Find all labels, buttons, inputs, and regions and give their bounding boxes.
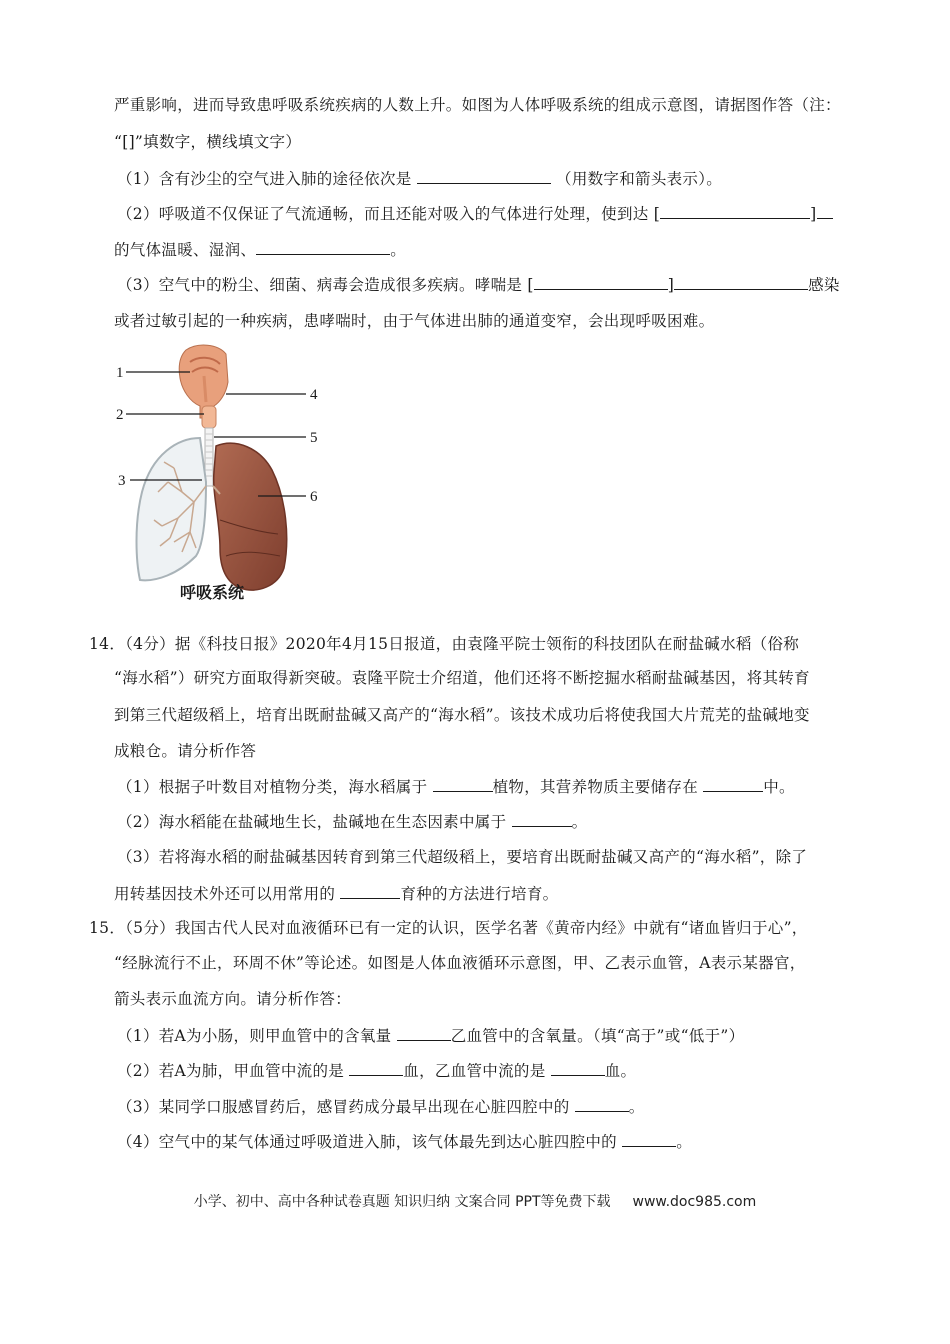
q14-part3-text2: 用转基因技术外还可以用常用的 bbox=[114, 885, 341, 903]
q13-part3-line2: 或者过敏引起的一种疾病，患哮喘时，由于气体进出肺的通道变窄，会出现呼吸困难。 bbox=[114, 312, 715, 330]
q13-part1-suffix: （用数字和箭头表示）。 bbox=[556, 170, 723, 188]
q14-part1-text: （1）根据子叶数目对植物分类，海水稻属于 bbox=[117, 778, 433, 796]
label-5: 5 bbox=[310, 430, 318, 446]
q15-number: 15． bbox=[89, 919, 126, 937]
q15-part4 bbox=[117, 1130, 692, 1153]
q14-part3-line2 bbox=[114, 882, 558, 905]
q13-part2-line2 bbox=[114, 238, 406, 261]
respiratory-system-diagram bbox=[108, 342, 348, 607]
q15-part2-text: （2）若A为肺，甲血管中流的是 bbox=[117, 1062, 350, 1080]
q15-line3: 箭头表示血流方向。请分析作答： bbox=[114, 990, 352, 1008]
q15-part2 bbox=[117, 1059, 636, 1082]
q15-line2: “经脉流行不止，环周不休”等论述。如图是人体血液循环示意图，甲、乙表示血管，A表示某器官， bbox=[114, 954, 806, 972]
q14-part1-mid: 植物，其营养物质主要储存在 bbox=[492, 778, 704, 796]
q14-part1 bbox=[117, 775, 795, 798]
q13-part2 bbox=[117, 202, 833, 225]
footer-text: 小学、初中、高中各种试卷真题 知识归纳 文案合同 PPT等免费下载 bbox=[193, 1194, 611, 1210]
q13-part3-bracket: ] bbox=[667, 276, 675, 294]
q14-part1-suffix: 中。 bbox=[763, 778, 795, 796]
label-1: 1 bbox=[116, 365, 124, 381]
q15-part1-text: （1）若A为小肠，则甲血管中的含氧量 bbox=[117, 1027, 397, 1045]
q13-part3-suffix: 感染 bbox=[808, 276, 840, 294]
answer-blank[interactable] bbox=[575, 1095, 629, 1112]
q15-part4-suffix: 。 bbox=[676, 1133, 693, 1151]
answer-blank[interactable] bbox=[397, 1024, 451, 1041]
q15-part1-suffix: 乙血管中的含氧量。（填“高于”或“低于”） bbox=[450, 1027, 745, 1045]
q15-part2-mid: 血，乙血管中流的是 bbox=[403, 1062, 551, 1080]
answer-blank[interactable] bbox=[817, 202, 833, 219]
q14-line1 bbox=[89, 633, 799, 655]
q13-part3 bbox=[117, 273, 840, 296]
answer-blank[interactable] bbox=[512, 810, 572, 827]
label-6: 6 bbox=[310, 489, 318, 505]
q14-part3: （3）若将海水稻的耐盐碱基因转育到第三代超级稻上，要培育出既耐盐碱又高产的“海水稻”，除了 bbox=[117, 848, 808, 866]
label-2: 2 bbox=[116, 407, 124, 423]
q14-line2: “海水稻”）研究方面取得新突破。袁隆平院士介绍道，他们还将不断挖掘水稻耐盐碱基因，将其转育 bbox=[114, 669, 810, 687]
q14-part2 bbox=[117, 810, 587, 833]
q14-text1: （4分）据《科技日报》2020年4月15日报道，由袁隆平院士领衔的科技团队在耐盐碱水稻（俗称 bbox=[125, 635, 800, 653]
larynx-shape bbox=[202, 406, 216, 428]
answer-blank[interactable] bbox=[417, 167, 551, 184]
right-lung-shape bbox=[214, 443, 287, 590]
q14-line3: 到第三代超级稻上，培育出既耐盐碱又高产的“海水稻”。该技术成功后将使我国大片荒芜的盐碱地变 bbox=[114, 706, 810, 724]
answer-blank[interactable] bbox=[622, 1130, 676, 1147]
q13-part1-text: （1）含有沙尘的空气进入肺的途径依次是 bbox=[117, 170, 417, 188]
footer-link[interactable]: www.doc985.com bbox=[632, 1194, 757, 1210]
label-3: 3 bbox=[118, 473, 126, 489]
q14-line4: 成粮仓。请分析作答 bbox=[114, 742, 257, 760]
answer-blank[interactable] bbox=[674, 273, 808, 290]
q15-part4-text: （4）空气中的某气体通过呼吸道进入肺，该气体最先到达心脏四腔中的 bbox=[117, 1133, 623, 1151]
q13-part3-text: （3）空气中的粉尘、细菌、病毒会造成很多疾病。哮喘是 [ bbox=[117, 276, 534, 294]
answer-blank[interactable] bbox=[349, 1059, 403, 1076]
q13-part2-text: （2）呼吸道不仅保证了气流通畅，而且还能对吸入的气体进行处理，使到达 [ bbox=[117, 205, 661, 223]
answer-blank[interactable] bbox=[340, 882, 400, 899]
q13-part2-text2: 的气体温暖、湿润、 bbox=[114, 241, 257, 259]
q13-intro-line2: “[]”填数字，横线填文字） bbox=[114, 133, 302, 151]
q15-part2-suffix: 血。 bbox=[604, 1062, 637, 1080]
answer-blank[interactable] bbox=[660, 202, 810, 219]
label-4: 4 bbox=[310, 387, 318, 403]
q13-intro-line1: 严重影响，进而导致患呼吸系统疾病的人数上升。如图为人体呼吸系统的组成示意图，请据图作答（注： bbox=[114, 96, 841, 114]
answer-blank[interactable] bbox=[551, 1059, 605, 1076]
page-footer bbox=[0, 1191, 950, 1211]
q14-part3-suffix: 育种的方法进行培育。 bbox=[400, 885, 559, 903]
answer-blank[interactable] bbox=[703, 775, 763, 792]
q13-part2-end: 。 bbox=[390, 241, 407, 259]
q14-number: 14． bbox=[89, 635, 126, 653]
answer-blank[interactable] bbox=[534, 273, 668, 290]
q13-part2-bracket: ] bbox=[810, 205, 817, 223]
left-lung-shape bbox=[137, 438, 207, 580]
q15-part3-suffix: 。 bbox=[628, 1098, 645, 1116]
q15-part1 bbox=[117, 1024, 744, 1047]
q15-part3 bbox=[117, 1095, 645, 1118]
q13-part1 bbox=[117, 167, 722, 190]
q15-part3-text: （3）某同学口服感冒药后，感冒药成分最早出现在心脏四腔中的 bbox=[117, 1098, 575, 1116]
q14-part2-text: （2）海水稻能在盐碱地生长，盐碱地在生态因素中属于 bbox=[117, 813, 512, 831]
q14-part2-suffix: 。 bbox=[571, 813, 588, 831]
figure-caption: 呼吸系统 bbox=[180, 583, 245, 602]
q15-line1 bbox=[89, 917, 808, 939]
q15-text1: （5分）我国古代人民对血液循环已有一定的认识，医学名著《黄帝内经》中就有“诸血皆归于心”， bbox=[125, 919, 808, 937]
answer-blank[interactable] bbox=[256, 238, 390, 255]
answer-blank[interactable] bbox=[433, 775, 493, 792]
